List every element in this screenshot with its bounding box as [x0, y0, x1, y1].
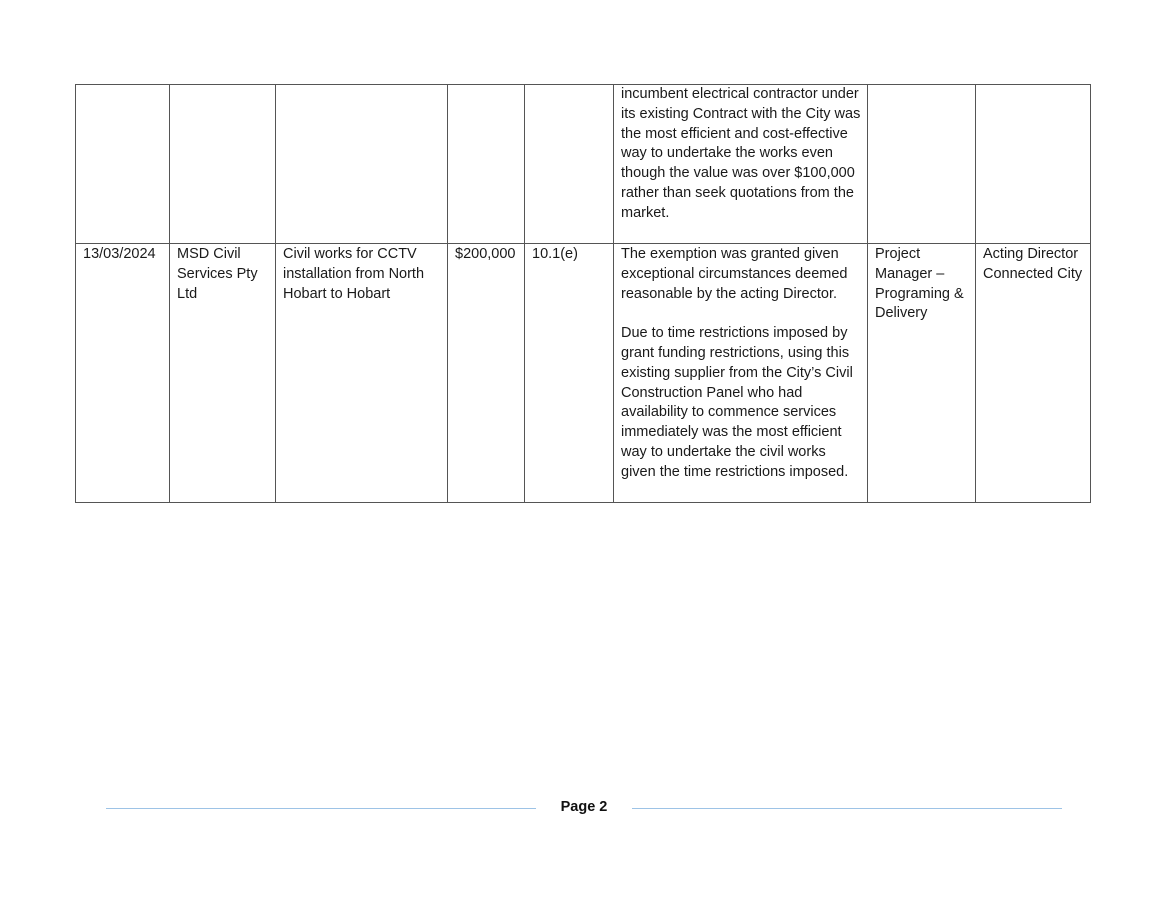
- cell-reason: The exemption was granted given exceptional circumstances deemed reasonable by the acting Director. Due to time restrictions imposed by grant funding restrictions, using this existing supplier from the City’s Civil Construction Panel who had availability to commence services immediately was the most efficient way to undertake the civil works given the time restrictions imposed.: [614, 244, 868, 503]
- cell-value: [448, 85, 525, 244]
- cell-reason: incumbent electrical contractor under its existing Contract with the City was the most efficient and cost-effective way to undertake the works even though the value was over $100,000 rather than seek quotations from the market.: [614, 85, 868, 244]
- table-row: [76, 85, 1091, 244]
- cell-requested-by: [868, 85, 976, 244]
- cell-approved-by: [976, 85, 1091, 244]
- cell-approved-by: Acting Director Connected City: [976, 244, 1091, 503]
- cell-requested-by: Project Manager – Programing & Delivery: [868, 244, 976, 503]
- cell-description: [276, 85, 448, 244]
- footer-rule-left: [106, 808, 536, 809]
- exemptions-table: [75, 84, 1091, 503]
- cell-value: $200,000: [448, 244, 525, 503]
- cell-clause: [525, 85, 614, 244]
- page-footer: [106, 795, 1062, 823]
- cell-date: 13/03/2024: [76, 244, 170, 503]
- cell-supplier: [170, 85, 276, 244]
- cell-clause: 10.1(e): [525, 244, 614, 503]
- cell-supplier: MSD Civil Services Pty Ltd: [170, 244, 276, 503]
- cell-date: [76, 85, 170, 244]
- footer-rule-right: [632, 808, 1062, 809]
- page-number: Page 2: [560, 799, 608, 815]
- table-row: [76, 244, 1091, 503]
- cell-description: Civil works for CCTV installation from North Hobart to Hobart: [276, 244, 448, 503]
